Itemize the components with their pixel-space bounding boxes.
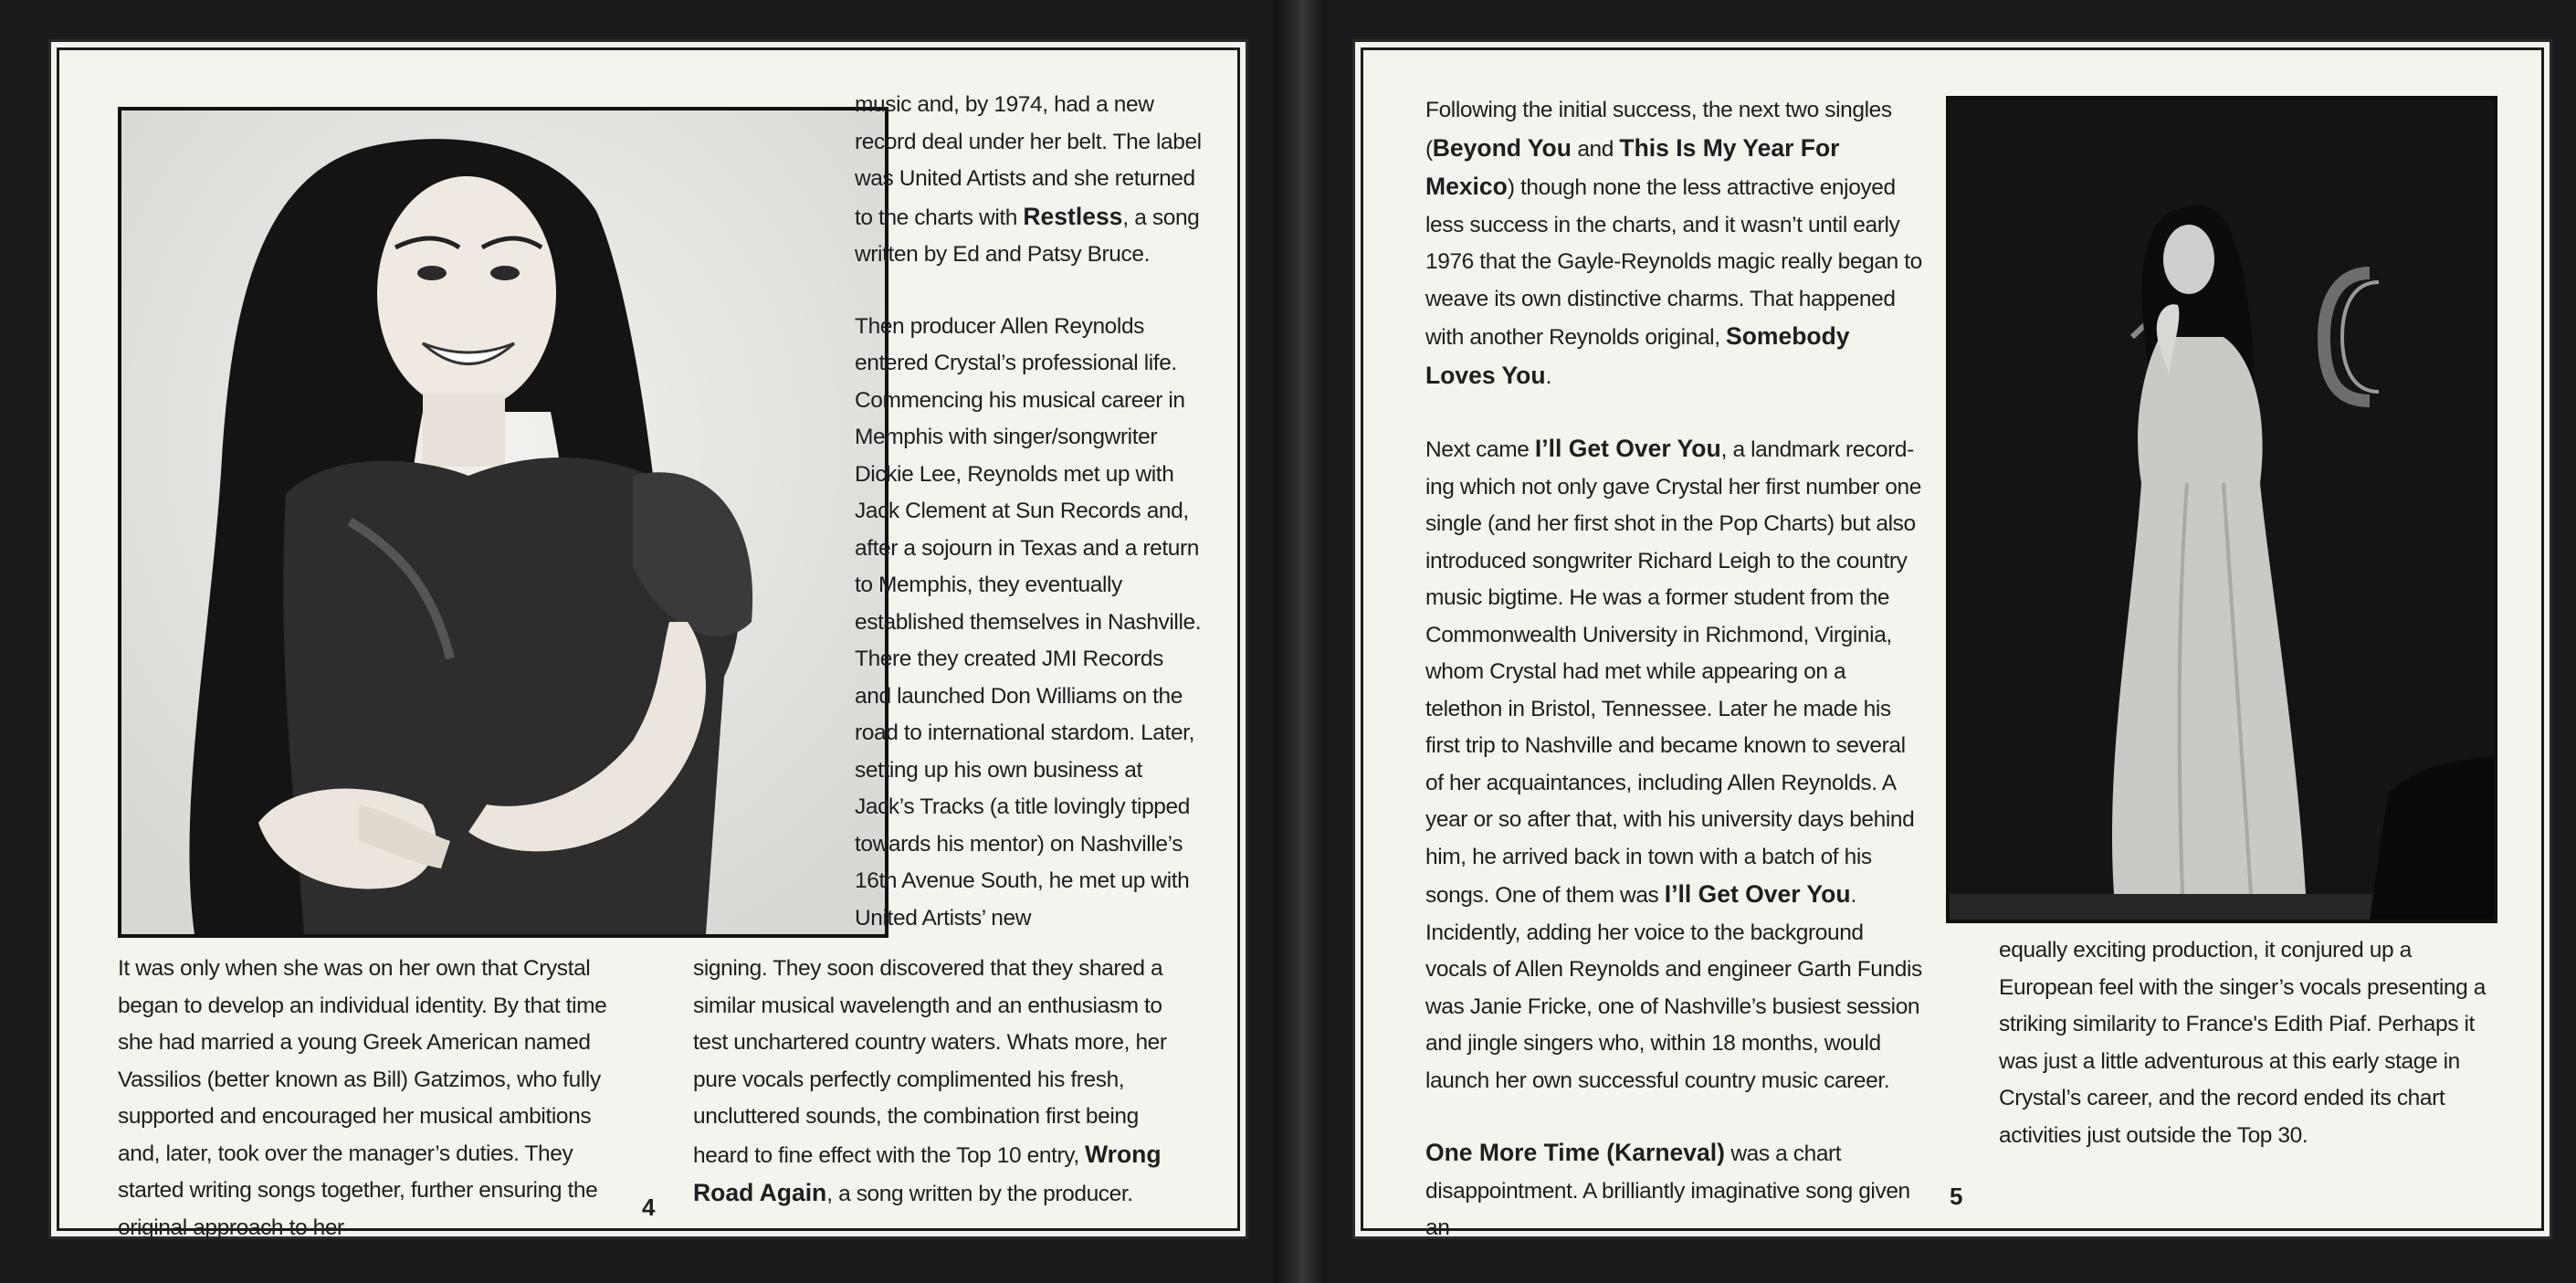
text: Next came — [1425, 437, 1535, 462]
page-number: 5 — [1950, 1183, 1963, 1210]
text: . — [1545, 363, 1551, 389]
text: , a song written by the producer. — [826, 1182, 1133, 1206]
song-title: Somebody Loves You — [1425, 322, 1850, 389]
right-column-1 — [1425, 92, 1923, 1247]
song-title: This Is My Year For Mexico — [1425, 133, 1840, 200]
text: Following the initial success, the next two singles ( — [1425, 98, 1892, 162]
text: music and, by 1974, had a new record deal under her belt. The label was United Artists and she returned to the charts with — [855, 92, 1202, 230]
paragraph — [855, 87, 1202, 274]
right-column-2-bottom — [1999, 932, 2492, 1154]
text: signing. They soon discovered that they shared a similar musical wavelength and an enthusiasm to test unchartered country waters. Whats more, her pure vocals perfectly complimented his fresh, uncluttered sounds, the combination first being heard to fine effect with the Top 10 entry, — [693, 956, 1167, 1168]
song-title: One More Time (Karneval) — [1425, 1139, 1725, 1166]
song-title: I’ll Get Over You — [1664, 880, 1851, 908]
stage-illustration — [1950, 100, 2494, 920]
song-title: I’ll Get Over You — [1534, 435, 1721, 462]
left-column-2-bottom — [693, 951, 1191, 1214]
text: ) though none the less attractive enjoyed less success in the charts, and it wasn’t until early 1976 that the Gayle-Reynolds magic really began to weave its own distinctive charms. That happened with another Reynolds original, — [1425, 175, 1922, 350]
portrait-illustration — [121, 110, 885, 934]
page-4 — [57, 47, 1240, 1240]
binding-gutter — [1274, 0, 1325, 1283]
song-title: Wrong Road Again — [693, 1140, 1162, 1206]
text: . Incidently, adding her voice to the background vocals of Allen Reynolds and engineer Garth Fundis was Janie Fricke, one of Nashville’s busiest session and jingle singers who, within 18 months, would launch her own successful country music career. — [1425, 883, 1922, 1093]
paragraph: equally exciting production, it conjured up a European feel with the singer’s vocals presenting a striking similarity to France's Edith Piaf. Perhaps it was just a little adventurous at this early stage in Crystal’s career, and the record ended its chart activities just outside the Top 30. — [1999, 938, 2487, 1148]
page-5 — [1361, 47, 2544, 1240]
paragraph — [1425, 430, 1923, 1099]
text: was a chart disappointment. A brilliantly imaginative song given an — [1425, 1141, 1910, 1240]
paragraph — [693, 951, 1191, 1214]
paragraph — [1425, 1134, 1923, 1247]
song-title: Restless — [1023, 202, 1123, 230]
portrait-photo — [118, 107, 888, 938]
paragraph — [1425, 92, 1923, 395]
page-number: 4 — [642, 1194, 656, 1221]
paragraph: It was only when she was on her own that Crystal began to develop an individual identity. By that time she had married a young Greek American named Vassilios (better known as Bill) Gatzimos, who fully supported and encouraged her musical ambitions and, later, took over the manager’s duties. They started writing songs together, further ensuring the original approach to her — [118, 956, 607, 1240]
song-title: Beyond You — [1432, 133, 1572, 162]
text: and — [1571, 136, 1620, 162]
stage-photo — [1946, 96, 2497, 923]
text: , a song written by Ed and Patsy Bruce. — [855, 205, 1200, 267]
left-column-1-bottom — [118, 951, 620, 1246]
left-column-2-top — [855, 87, 1202, 937]
text: , a landmark recording which not only gave Crystal her first number one single (and her first shot in the Pop Charts) but also introduced songwriter Richard Leigh to the country music bigtime. He was a former student from the Commonwealth University in Richmond, Virginia, whom Crystal had met while appearing on a telethon in Bristol, Tennessee. Later he made his first trip to Nashville and became known to several of her acquaintances, including Allen Reynolds. A year or so after that, with his university days behind him, he arrived back in town with a batch of his songs. One of them was — [1425, 437, 1921, 908]
paragraph: Then producer Allen Reynolds entered Crystal’s professional life. Commencing his musical career in Memphis with singer/songwriter Dickie Lee, Reynolds met up with Jack Clement at Sun Records and, after a sojourn in Texas and a return to Memphis, they eventually established themselves in Nashville. There they created JMI Records and launched Don Williams on the road to international stardom. Later, setting up his own business at Jack’s Tracks (a title lovingly tipped towards his mentor) on Nashville’s 16th Avenue South, he met up with United Artists’ new — [855, 313, 1202, 931]
